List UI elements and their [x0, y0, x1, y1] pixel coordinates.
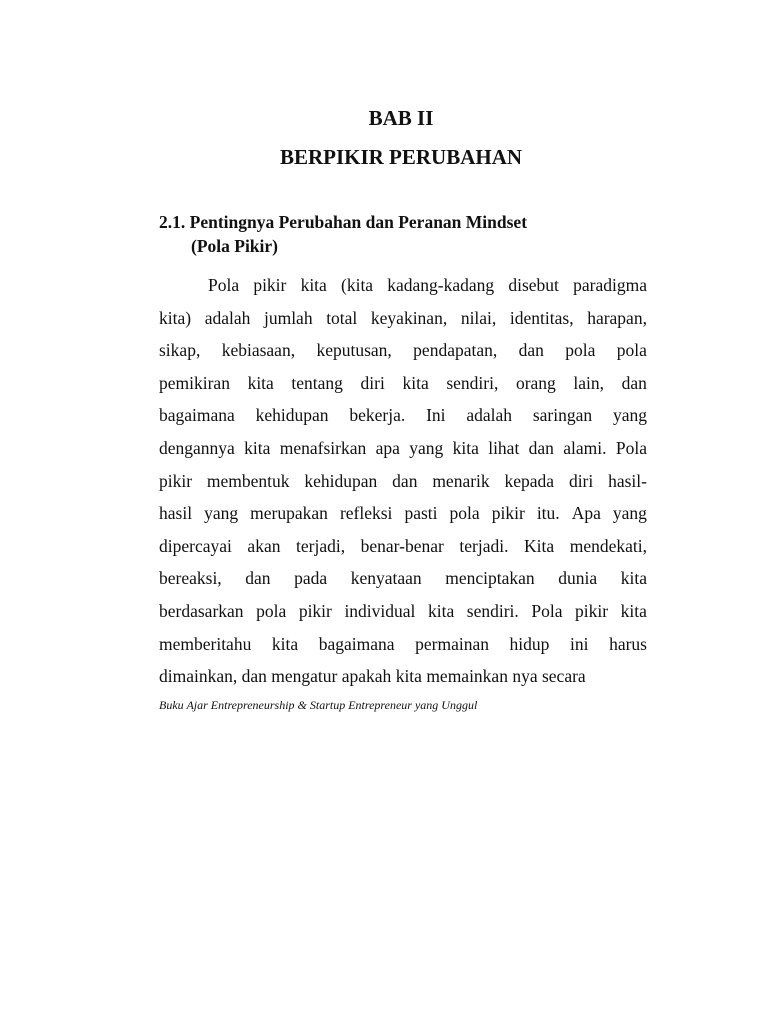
- section-heading-line-2: (Pola Pikir): [191, 236, 278, 256]
- section-heading-line-1: 2.1. Pentingnya Perubahan dan Peranan Mindset: [159, 212, 528, 232]
- chapter-number: BAB II: [368, 106, 434, 130]
- paragraph-line: hasil yang merupakan refleksi pasti pola pikir itu. Apa yang: [159, 503, 647, 524]
- paragraph-line: memberitahu kita bagaimana permainan hidup ini harus: [159, 633, 647, 654]
- paragraph-line: bereaksi, dan pada kenyataan menciptakan dunia kita: [159, 568, 647, 589]
- paragraph-line: kita) adalah jumlah total keyakinan, nilai, identitas, harapan,: [159, 307, 647, 328]
- paragraph-line: dengannya kita menafsirkan apa yang kita lihat dan alami. Pola: [159, 437, 647, 458]
- paragraph-line: sikap, kebiasaan, keputusan, pendapatan, dan pola pola: [159, 340, 647, 361]
- chapter-title: BERPIKIR PERUBAHAN: [279, 145, 523, 169]
- body-paragraph: [159, 269, 647, 693]
- paragraph-line: pikir membentuk kehidupan dan menarik kepada diri hasil-: [159, 470, 647, 491]
- paragraph-line: bagaimana kehidupan bekerja. Ini adalah saringan yang: [159, 405, 647, 426]
- paragraph-line: Pola pikir kita (kita kadang-kadang disebut paradigma: [208, 275, 647, 295]
- section-heading: [159, 210, 659, 258]
- paragraph-line: pemikiran kita tentang diri kita sendiri, orang lain, dan: [159, 372, 647, 393]
- paragraph-line: berdasarkan pola pikir individual kita sendiri. Pola pikir kita: [159, 600, 647, 621]
- paragraph-line: dimainkan, dan mengatur apakah kita memainkan nya secara: [159, 666, 586, 687]
- paragraph-line: dipercayai akan terjadi, benar-benar terjadi. Kita mendekati,: [159, 535, 647, 556]
- running-footer-book-title: Buku Ajar Entrepreneurship & Startup Entrepreneur yang Unggul: [159, 698, 478, 712]
